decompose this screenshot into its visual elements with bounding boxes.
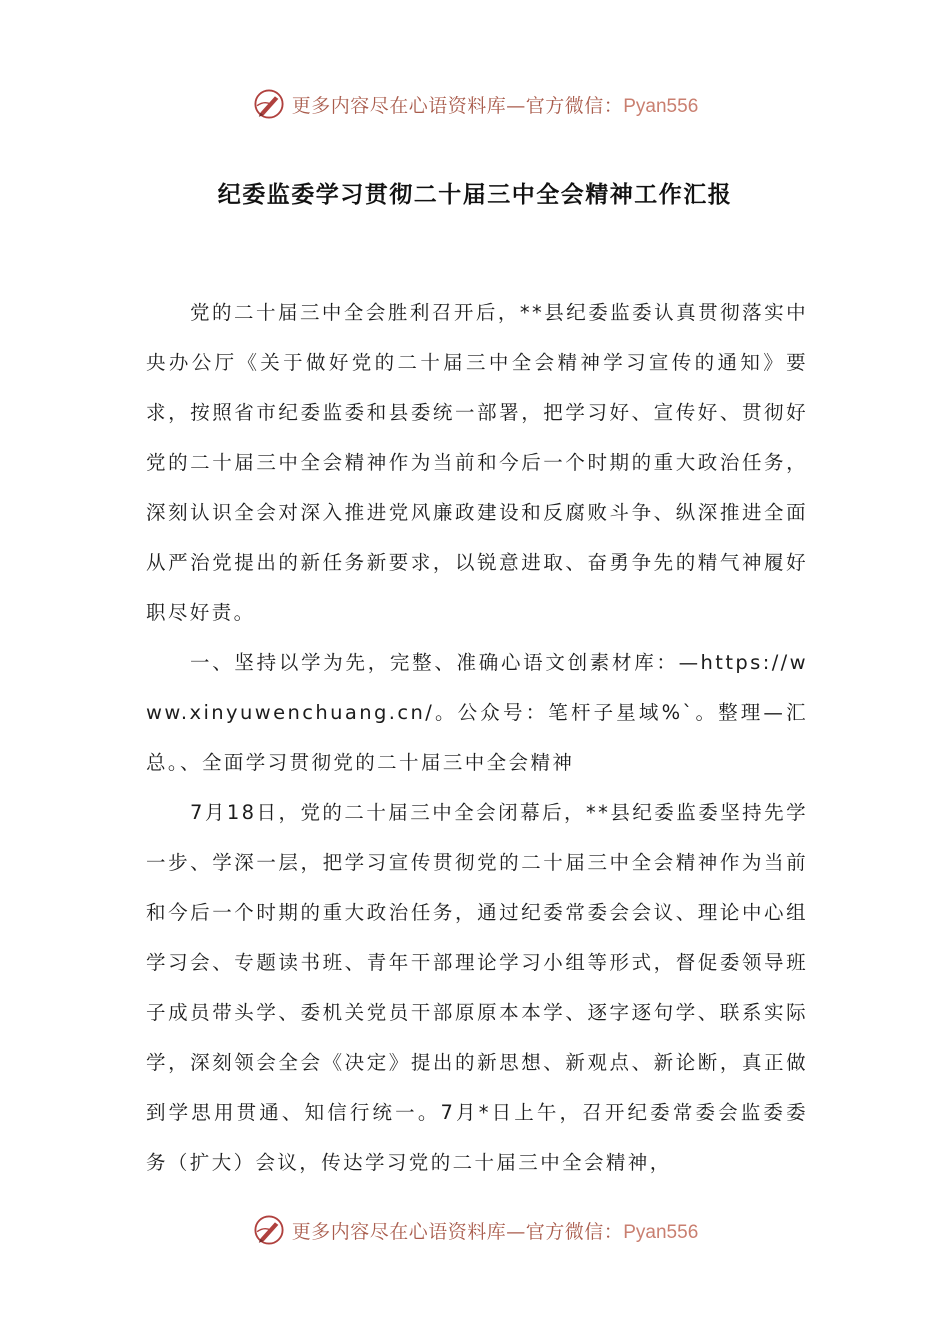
paragraph-section-one-heading: 一、坚持以学为先，完整、准确心语文创素材库：—https://www.xinyuwenchuang.cn/。公众号：笔杆子星域%`。整理—汇总。、全面学习贯彻党的二十届三中全会精神 <box>146 651 808 774</box>
header-watermark-banner <box>0 82 950 126</box>
watermark-label: 更多内容尽在心语资料库—官方微信： <box>291 1220 624 1243</box>
watermark-text <box>292 1217 699 1244</box>
pen-logo-icon <box>252 1213 286 1247</box>
document-title: 纪委监委学习贯彻二十届三中全会精神工作汇报 <box>217 182 733 208</box>
pen-logo-icon <box>252 87 286 121</box>
paragraph-section-one-body: 7月18日，党的二十届三中全会闭幕后，**县纪委监委坚持先学一步、学深一层，把学习宣传贯彻党的二十届三中全会精神作为当前和今后一个时期的重大政治任务，通过纪委常委会会议、理论中心组学习会、专题读书班、青年干部理论学习小组等形式，督促委领导班子成员带头学、委机关党员干部原原本本学、逐字逐句学、联系实际学，深刻领会全会《决定》提出的新思想、新观点、新论断，真正做到学思用贯通、知信行统一。7月*日上午，召开纪委常委会监委委务（扩大）会议，传达学习党的二十届三中全会精神， <box>146 801 808 1174</box>
document-body <box>146 288 808 1188</box>
footer-watermark-banner <box>0 1208 950 1252</box>
wechat-id: Pyan556 <box>623 95 699 117</box>
watermark-label: 更多内容尽在心语资料库—官方微信： <box>291 94 624 117</box>
paragraph-intro: 党的二十届三中全会胜利召开后，**县纪委监委认真贯彻落实中央办公厅《关于做好党的二十届三中全会精神学习宣传的通知》要求，按照省市纪委监委和县委统一部署，把学习好、宣传好、贯彻好党的二十届三中全会精神作为当前和今后一个时期的重大政治任务，深刻认识全会对深入推进党风廉政建设和反腐败斗争、纵深推进全面从严治党提出的新任务新要求，以锐意进取、奋勇争先的精气神履好职尽好责。 <box>146 301 808 624</box>
wechat-id: Pyan556 <box>623 1221 699 1243</box>
watermark-text <box>292 91 699 118</box>
